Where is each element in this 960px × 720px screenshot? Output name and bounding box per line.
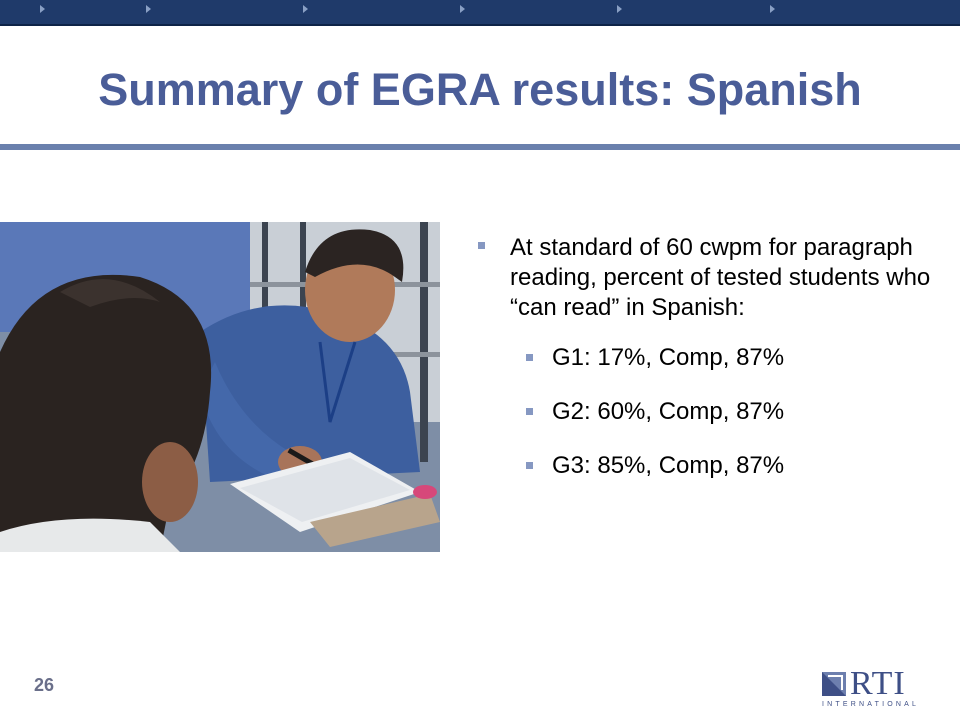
bullet-sub-text: G1: 17%, Comp, 87% — [552, 344, 785, 371]
slide-title: Summary of EGRA results: Spanish — [98, 64, 862, 115]
banner-arrow-icon — [146, 5, 151, 13]
banner-arrow-icon — [40, 5, 45, 13]
page-number: 26 — [34, 675, 55, 695]
bullet-square-icon — [526, 354, 533, 361]
bullet-sub-text: G3: 85%, Comp, 87% — [552, 452, 785, 479]
bullet-list — [478, 233, 956, 505]
bullet-sub-text: G2: 60%, Comp, 87% — [552, 398, 785, 425]
bullet-sub-item — [478, 451, 956, 481]
bullet-sub-item — [478, 343, 956, 373]
bullet-square-icon — [526, 462, 533, 469]
bullet-sub-item — [478, 397, 956, 427]
top-banner-bar — [0, 0, 960, 26]
bullet-main — [478, 233, 956, 323]
bullet-main-text: At standard of 60 cwpm for paragraph reading, percent of tested students who “can read” in Spanish: — [510, 234, 931, 321]
banner-arrow-icon — [617, 5, 622, 13]
bullet-square-icon — [526, 408, 533, 415]
banner-arrow-icon — [460, 5, 465, 13]
rti-logo-tagline: INTERNATIONAL — [822, 701, 920, 708]
title-divider — [0, 144, 960, 150]
photo-assessor-with-student — [0, 222, 440, 552]
banner-arrow-icon — [303, 5, 308, 13]
bullet-square-icon — [478, 242, 485, 249]
rti-logo-wordmark: RTI — [850, 665, 906, 702]
banner-arrow-icon — [770, 5, 775, 13]
